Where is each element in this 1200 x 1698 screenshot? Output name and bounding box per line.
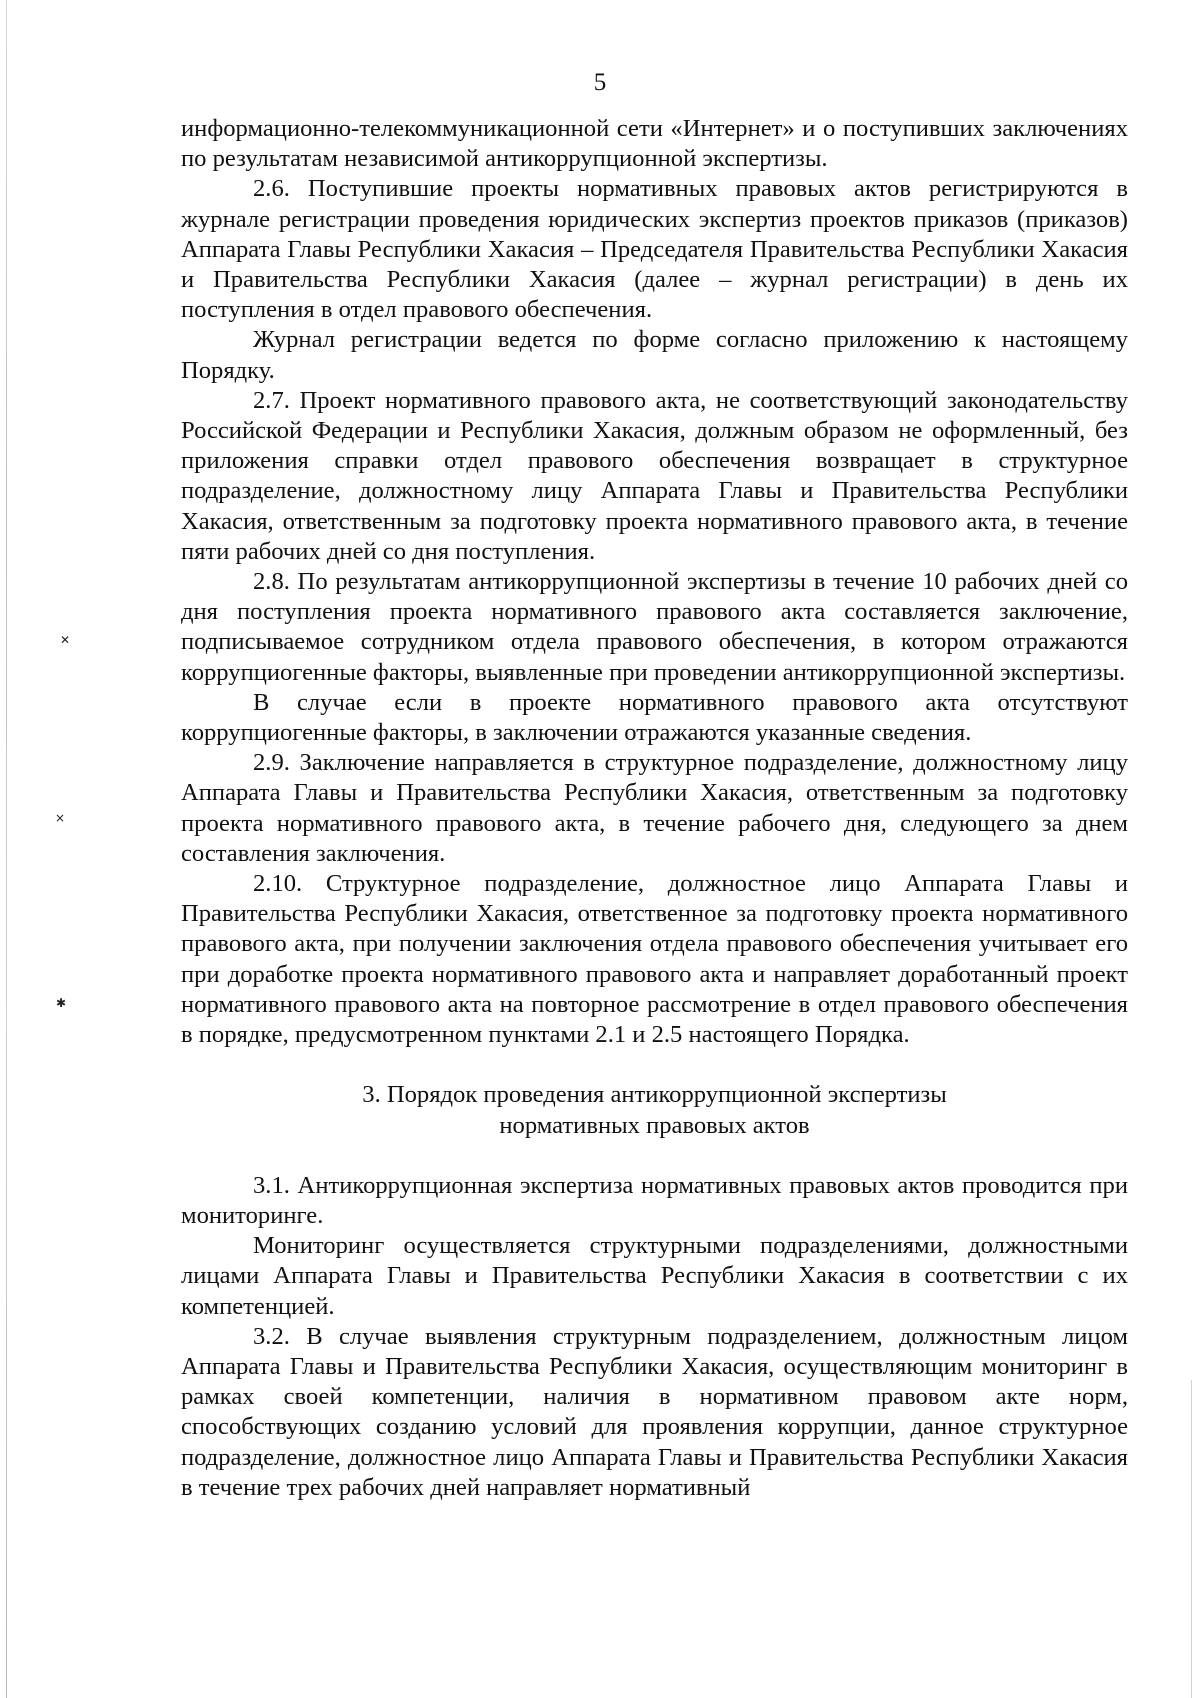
paragraph-monitoring: Мониторинг осуществляется структурными подразделениями, должностными лицами Аппарата Главы и Правительства Республики Хакасия в соответствии с их компетенцией. — [181, 1232, 1128, 1320]
scan-edge-right — [1191, 1380, 1192, 1698]
scan-edge-left — [6, 0, 7, 1698]
section-heading-line-1: 3. Порядок проведения антикоррупционной экспертизы — [362, 1081, 947, 1109]
paragraph-2-7: 2.7. Проект нормативного правового акта, не соответствующий законодательству Российской Федерации и Республики Хакасия, должным образом не оформленный, без приложения справки отдел правового обеспечения возвращает в структурное подразделение, должностному лицу Аппарата Главы и Правительства Республики Хакасия, ответственным за подготовку проекта нормативного правового акта, в течение пяти рабочих дней со дня поступления. — [181, 386, 1128, 565]
paragraph-2-8: 2.8. По результатам антикоррупционной экспертизы в течение 10 рабочих дней со дня поступления проекта нормативного правового акта составляется заключение, подписываемое сотрудником отдела правового обеспечения, в котором отражаются коррупциогенные факторы, выявленные при проведении антикоррупционной экспертизы. — [181, 568, 1128, 686]
document-body — [181, 114, 1128, 1503]
paragraph-2-9: 2.9. Заключение направляется в структурное подразделение, должностному лицу Аппарата Главы и Правительства Республики Хакасия, ответственным за подготовку проекта нормативного правового акта, в течение рабочего дня, следующего за днем составления заключения. — [181, 749, 1128, 867]
paragraph-journal: Журнал регистрации ведется по форме согласно приложению к настоящему Порядку. — [181, 326, 1128, 384]
paragraph-3-1: 3.1. Антикоррупционная экспертиза нормативных правовых актов проводится при мониторинге. — [181, 1171, 1128, 1229]
scan-speck: ✕ — [60, 633, 71, 647]
scan-speck: ✱ — [56, 996, 67, 1010]
page-number: 5 — [593, 69, 607, 96]
scan-speck: × — [55, 811, 66, 825]
paragraph-3-2: 3.2. В случае выявления структурным подразделением, должностным лицом Аппарата Главы и Правительства Республики Хакасия, осуществляющим мониторинг в рамках своей компетенции, наличия в нормативном правовом акте норм, способствующих созданию условий для проявления коррупции, данное структурное подразделение, должностное лицо Аппарата Главы и Правительства Республики Хакасия в течение трех рабочих дней направляет нормативный — [181, 1322, 1128, 1501]
paragraph-2-6: 2.6. Поступившие проекты нормативных правовых актов регистрируются в журнале регистрации проведения юридических экспертиз проектов приказов (приказов) Аппарата Главы Республики Хакасия – Председателя Правительства Республики Хакасия и Правительства Республики Хакасия (далее – журнал регистрации) в день их поступления в отдел правового обеспечения. — [181, 175, 1128, 324]
paragraph: информационно-телекоммуникационной сети «Интернет» и о поступивших заключениях по результатам независимой антикоррупционной экспертизы. — [181, 115, 1128, 173]
paragraph-no-factors: В случае если в проекте нормативного правового акта отсутствуют коррупциогенные факторы, в заключении отражаются указанные сведения. — [181, 688, 1128, 747]
section-heading-line-2: нормативных правовых актов — [499, 1111, 810, 1139]
paragraph-2-10: 2.10. Структурное подразделение, должностное лицо Аппарата Главы и Правительства Республики Хакасия, ответственное за подготовку проекта нормативного правового акта, при получении заключения отдела правового обеспечения учитывает его при доработке проекта нормативного правового акта и направляет доработанный проект нормативного правового акта на повторное рассмотрение в отдел правового обеспечения в порядке, предусмотренном пунктами 2.1 и 2.5 настоящего Порядка. — [181, 870, 1128, 1049]
